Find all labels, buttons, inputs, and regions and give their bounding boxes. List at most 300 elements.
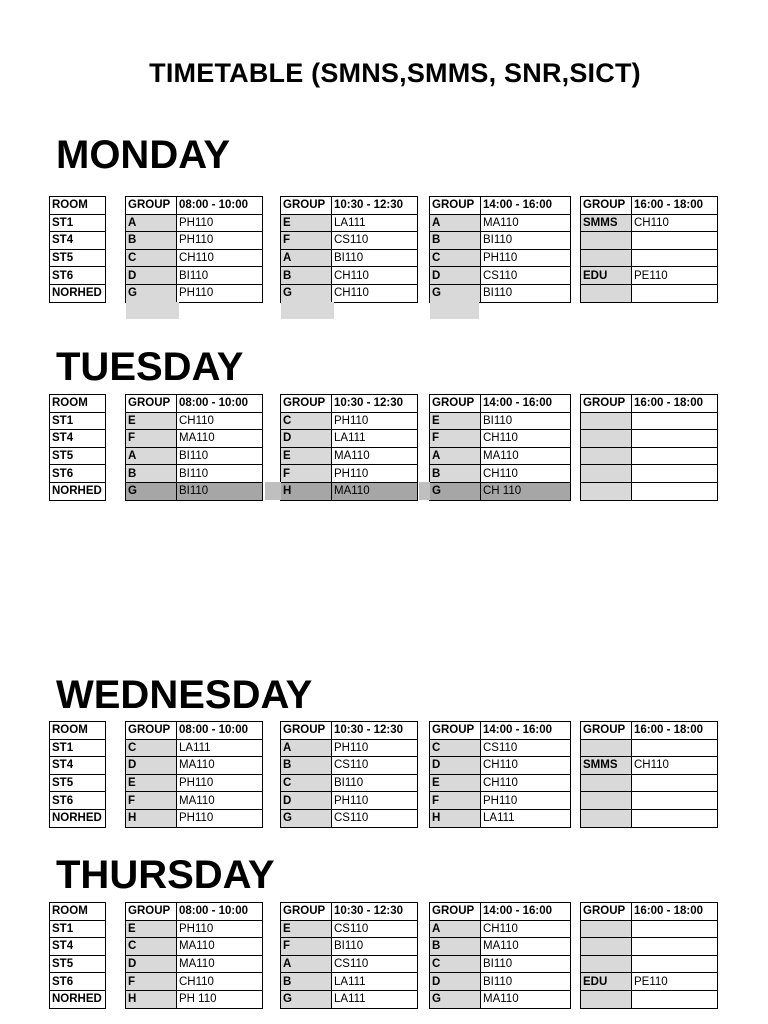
table-row	[430, 955, 571, 973]
table-row	[126, 430, 263, 448]
table-row	[281, 990, 418, 1008]
group-cell: G	[126, 482, 177, 500]
time-slot-header: 08:00 - 10:00	[177, 395, 263, 413]
course-cell: PH110	[177, 774, 263, 792]
table-row	[281, 739, 418, 757]
room-name: ST6	[50, 267, 106, 285]
table-row	[126, 232, 263, 250]
course-cell: PH110	[481, 792, 571, 810]
table-row	[430, 284, 571, 302]
course-cell: PH110	[332, 412, 418, 430]
table-row	[126, 482, 263, 500]
timetable-title: TIMETABLE (SMNS,SMMS, SNR,SICT)	[149, 58, 641, 88]
course-cell: PH110	[332, 792, 418, 810]
group-cell: H	[126, 990, 177, 1008]
table-row	[581, 284, 718, 302]
time-slot-table	[125, 902, 263, 1009]
course-cell: CH110	[481, 757, 571, 775]
group-cell: B	[430, 938, 481, 956]
group-cell: E	[126, 774, 177, 792]
course-cell: MA110	[177, 792, 263, 810]
time-slot-table	[429, 394, 571, 501]
course-cell: CS110	[332, 920, 418, 938]
table-row	[126, 214, 263, 232]
group-cell: F	[126, 973, 177, 991]
table-row	[126, 412, 263, 430]
course-cell: MA110	[332, 447, 418, 465]
group-cell: G	[430, 990, 481, 1008]
table-row	[430, 973, 571, 991]
time-slot-table	[429, 902, 571, 1009]
group-cell: H	[126, 809, 177, 827]
room-name: NORHED	[50, 284, 106, 302]
table-row	[126, 284, 263, 302]
table-row	[430, 465, 571, 483]
course-cell: CH110	[632, 214, 718, 232]
course-cell: BI110	[481, 284, 571, 302]
room-name: ST1	[50, 920, 106, 938]
room-name: ST4	[50, 757, 106, 775]
group-cell	[581, 739, 632, 757]
table-row	[581, 465, 718, 483]
group-cell: B	[430, 465, 481, 483]
group-cell: B	[281, 267, 332, 285]
course-cell: CH110	[177, 973, 263, 991]
room-name: NORHED	[50, 809, 106, 827]
group-cell: A	[281, 955, 332, 973]
table-row	[281, 267, 418, 285]
group-cell: G	[430, 482, 481, 500]
time-slot-header: 16:00 - 18:00	[632, 197, 718, 215]
course-cell: BI110	[481, 955, 571, 973]
group-cell: A	[281, 249, 332, 267]
shaded-bar	[430, 302, 479, 319]
course-cell: PH110	[177, 920, 263, 938]
group-cell: H	[281, 482, 332, 500]
group-cell	[581, 430, 632, 448]
table-row	[126, 938, 263, 956]
course-cell	[632, 284, 718, 302]
group-cell: D	[430, 973, 481, 991]
course-cell: LA111	[332, 973, 418, 991]
group-cell: C	[430, 739, 481, 757]
course-cell: BI110	[177, 465, 263, 483]
course-cell: PH110	[177, 214, 263, 232]
time-slot-table	[125, 721, 263, 828]
group-cell: A	[430, 920, 481, 938]
day-heading: TUESDAY	[56, 345, 244, 389]
group-cell	[581, 249, 632, 267]
group-cell: C	[126, 938, 177, 956]
group-header: GROUP	[281, 903, 332, 921]
group-cell: D	[430, 757, 481, 775]
table-row	[281, 938, 418, 956]
course-cell: LA111	[332, 430, 418, 448]
group-cell: E	[281, 447, 332, 465]
room-name: ST4	[50, 232, 106, 250]
time-slot-table	[280, 394, 418, 501]
table-row	[126, 249, 263, 267]
shaded-bar	[126, 302, 179, 319]
course-cell: PH 110	[177, 990, 263, 1008]
group-cell	[581, 465, 632, 483]
table-row	[281, 412, 418, 430]
room-name: NORHED	[50, 990, 106, 1008]
course-cell: LA111	[177, 739, 263, 757]
table-row	[581, 792, 718, 810]
course-cell	[632, 412, 718, 430]
table-row	[281, 482, 418, 500]
group-cell	[581, 809, 632, 827]
room-name: ST6	[50, 973, 106, 991]
group-header: GROUP	[581, 722, 632, 740]
course-cell	[632, 465, 718, 483]
group-header: GROUP	[281, 197, 332, 215]
course-cell: MA110	[481, 447, 571, 465]
group-cell: B	[281, 973, 332, 991]
time-slot-table	[580, 196, 718, 303]
group-cell	[581, 482, 632, 500]
group-cell	[581, 412, 632, 430]
room-header: ROOM	[50, 722, 106, 740]
time-slot-header: 10:30 - 12:30	[332, 395, 418, 413]
table-row	[430, 482, 571, 500]
table-row	[126, 955, 263, 973]
course-cell	[632, 920, 718, 938]
course-cell: MA110	[177, 757, 263, 775]
group-header: GROUP	[126, 903, 177, 921]
group-header: GROUP	[430, 395, 481, 413]
course-cell: MA110	[481, 990, 571, 1008]
course-cell	[632, 990, 718, 1008]
table-row	[126, 447, 263, 465]
time-slot-table	[125, 394, 263, 501]
group-header: GROUP	[126, 722, 177, 740]
group-cell: C	[281, 412, 332, 430]
group-header: GROUP	[281, 395, 332, 413]
course-cell: CS110	[332, 809, 418, 827]
group-cell: F	[281, 232, 332, 250]
group-cell: B	[430, 232, 481, 250]
group-cell: C	[430, 249, 481, 267]
course-cell: PH110	[177, 232, 263, 250]
group-cell	[581, 955, 632, 973]
course-cell	[632, 938, 718, 956]
table-row	[281, 447, 418, 465]
time-slot-table	[280, 196, 418, 303]
course-cell: CS110	[481, 739, 571, 757]
course-cell: CS110	[332, 757, 418, 775]
room-name: ST1	[50, 214, 106, 232]
group-cell: G	[281, 284, 332, 302]
group-header: GROUP	[581, 903, 632, 921]
group-cell: C	[126, 739, 177, 757]
group-cell: A	[126, 214, 177, 232]
table-row	[581, 214, 718, 232]
table-row	[581, 267, 718, 285]
table-row	[430, 267, 571, 285]
course-cell	[632, 482, 718, 500]
course-cell: LA111	[332, 990, 418, 1008]
room-column	[49, 721, 106, 828]
room-header: ROOM	[50, 395, 106, 413]
table-row	[281, 973, 418, 991]
time-slot-header: 10:30 - 12:30	[332, 197, 418, 215]
room-name: ST4	[50, 938, 106, 956]
shaded-connector	[419, 482, 430, 500]
table-row	[281, 809, 418, 827]
group-cell	[581, 920, 632, 938]
time-slot-header: 14:00 - 16:00	[481, 395, 571, 413]
course-cell: BI110	[481, 973, 571, 991]
group-cell: F	[430, 430, 481, 448]
shaded-bar	[281, 302, 334, 319]
course-cell	[632, 774, 718, 792]
course-cell	[632, 232, 718, 250]
course-cell: MA110	[481, 938, 571, 956]
table-row	[281, 430, 418, 448]
group-cell: G	[430, 284, 481, 302]
course-cell: MA110	[177, 938, 263, 956]
table-row	[126, 774, 263, 792]
group-cell: SMMS	[581, 214, 632, 232]
time-slot-header: 16:00 - 18:00	[632, 722, 718, 740]
group-header: GROUP	[581, 395, 632, 413]
table-row	[281, 792, 418, 810]
course-cell: CH110	[481, 465, 571, 483]
room-column	[49, 902, 106, 1009]
course-cell: PH110	[332, 739, 418, 757]
course-cell: BI110	[177, 267, 263, 285]
course-cell: MA110	[177, 430, 263, 448]
group-cell	[581, 792, 632, 810]
course-cell: BI110	[481, 232, 571, 250]
table-row	[581, 920, 718, 938]
table-row	[430, 920, 571, 938]
course-cell: CH110	[632, 757, 718, 775]
course-cell: BI110	[332, 774, 418, 792]
group-cell: H	[430, 809, 481, 827]
table-row	[281, 249, 418, 267]
table-row	[126, 792, 263, 810]
group-cell: B	[126, 232, 177, 250]
group-cell: EDU	[581, 267, 632, 285]
group-cell: E	[126, 920, 177, 938]
room-name: ST1	[50, 739, 106, 757]
table-row	[430, 809, 571, 827]
course-cell: CH 110	[481, 482, 571, 500]
group-cell: A	[126, 447, 177, 465]
group-cell: SMMS	[581, 757, 632, 775]
table-row	[430, 739, 571, 757]
group-cell: G	[126, 284, 177, 302]
table-row	[126, 465, 263, 483]
table-row	[581, 232, 718, 250]
table-row	[430, 412, 571, 430]
table-row	[281, 774, 418, 792]
group-header: GROUP	[126, 395, 177, 413]
group-cell: F	[126, 430, 177, 448]
course-cell: MA110	[481, 214, 571, 232]
group-cell: D	[430, 267, 481, 285]
course-cell: MA110	[177, 955, 263, 973]
group-cell: G	[281, 990, 332, 1008]
group-cell: EDU	[581, 973, 632, 991]
time-slot-header: 14:00 - 16:00	[481, 903, 571, 921]
table-row	[581, 938, 718, 956]
time-slot-table	[429, 721, 571, 828]
course-cell	[632, 249, 718, 267]
time-slot-table	[429, 196, 571, 303]
course-cell: PH110	[177, 809, 263, 827]
course-cell: PE110	[632, 267, 718, 285]
group-header: GROUP	[581, 197, 632, 215]
time-slot-header: 10:30 - 12:30	[332, 903, 418, 921]
group-cell: D	[281, 430, 332, 448]
group-cell: D	[126, 955, 177, 973]
group-cell: D	[126, 757, 177, 775]
course-cell: CH110	[332, 284, 418, 302]
room-column	[49, 394, 106, 501]
course-cell: CS110	[332, 232, 418, 250]
course-cell: CS110	[481, 267, 571, 285]
table-row	[281, 284, 418, 302]
group-cell	[581, 232, 632, 250]
group-cell: E	[430, 412, 481, 430]
group-cell: A	[430, 214, 481, 232]
table-row	[581, 249, 718, 267]
table-row	[281, 214, 418, 232]
course-cell: CH110	[332, 267, 418, 285]
group-header: GROUP	[430, 722, 481, 740]
course-cell: LA111	[481, 809, 571, 827]
table-row	[430, 447, 571, 465]
time-slot-header: 16:00 - 18:00	[632, 395, 718, 413]
course-cell	[632, 809, 718, 827]
table-row	[581, 955, 718, 973]
table-row	[430, 232, 571, 250]
time-slot-header: 10:30 - 12:30	[332, 722, 418, 740]
group-cell: F	[281, 465, 332, 483]
time-slot-table	[125, 196, 263, 303]
table-row	[430, 430, 571, 448]
table-row	[581, 809, 718, 827]
table-row	[430, 249, 571, 267]
course-cell: BI110	[177, 447, 263, 465]
course-cell: PH110	[481, 249, 571, 267]
table-row	[126, 739, 263, 757]
group-cell: A	[281, 739, 332, 757]
course-cell: MA110	[332, 482, 418, 500]
course-cell: CH110	[177, 412, 263, 430]
time-slot-table	[280, 721, 418, 828]
time-slot-header: 08:00 - 10:00	[177, 722, 263, 740]
table-row	[581, 757, 718, 775]
group-cell: B	[126, 465, 177, 483]
table-row	[281, 232, 418, 250]
table-row	[430, 990, 571, 1008]
group-cell: F	[281, 938, 332, 956]
course-cell: LA111	[332, 214, 418, 232]
time-slot-header: 08:00 - 10:00	[177, 903, 263, 921]
course-cell: BI110	[332, 938, 418, 956]
group-cell: G	[281, 809, 332, 827]
time-slot-header: 14:00 - 16:00	[481, 722, 571, 740]
course-cell: PH110	[332, 465, 418, 483]
table-row	[126, 757, 263, 775]
table-row	[581, 990, 718, 1008]
table-row	[581, 447, 718, 465]
course-cell: BI110	[481, 412, 571, 430]
group-cell: E	[281, 214, 332, 232]
course-cell: BI110	[332, 249, 418, 267]
group-header: GROUP	[430, 197, 481, 215]
group-cell: F	[126, 792, 177, 810]
room-name: ST5	[50, 774, 106, 792]
course-cell: PH110	[177, 284, 263, 302]
time-slot-table	[580, 394, 718, 501]
course-cell: BI110	[177, 482, 263, 500]
table-row	[581, 430, 718, 448]
table-row	[126, 809, 263, 827]
course-cell: CH110	[481, 430, 571, 448]
room-name: ST5	[50, 955, 106, 973]
course-cell	[632, 955, 718, 973]
day-heading: THURSDAY	[56, 853, 275, 897]
course-cell: CS110	[332, 955, 418, 973]
group-cell: C	[126, 249, 177, 267]
room-name: ST5	[50, 447, 106, 465]
group-cell: C	[430, 955, 481, 973]
table-row	[581, 774, 718, 792]
group-cell: E	[430, 774, 481, 792]
table-row	[126, 920, 263, 938]
table-row	[126, 990, 263, 1008]
table-row	[581, 482, 718, 500]
time-slot-header: 08:00 - 10:00	[177, 197, 263, 215]
table-row	[430, 792, 571, 810]
group-cell: A	[430, 447, 481, 465]
group-cell: B	[281, 757, 332, 775]
room-name: ST1	[50, 412, 106, 430]
course-cell: CH110	[481, 774, 571, 792]
day-heading: MONDAY	[56, 133, 231, 177]
course-cell	[632, 447, 718, 465]
time-slot-table	[280, 902, 418, 1009]
table-row	[430, 214, 571, 232]
course-cell: CH110	[481, 920, 571, 938]
course-cell	[632, 792, 718, 810]
day-heading: WEDNESDAY	[56, 673, 313, 717]
room-header: ROOM	[50, 197, 106, 215]
course-cell	[632, 430, 718, 448]
table-row	[430, 757, 571, 775]
table-row	[281, 465, 418, 483]
room-name: ST4	[50, 430, 106, 448]
table-row	[581, 412, 718, 430]
course-cell	[632, 739, 718, 757]
group-cell: D	[281, 792, 332, 810]
group-cell	[581, 447, 632, 465]
table-row	[281, 920, 418, 938]
room-name: ST6	[50, 792, 106, 810]
group-cell	[581, 774, 632, 792]
course-cell: CH110	[177, 249, 263, 267]
time-slot-header: 14:00 - 16:00	[481, 197, 571, 215]
group-cell: F	[430, 792, 481, 810]
group-header: GROUP	[430, 903, 481, 921]
group-cell	[581, 284, 632, 302]
